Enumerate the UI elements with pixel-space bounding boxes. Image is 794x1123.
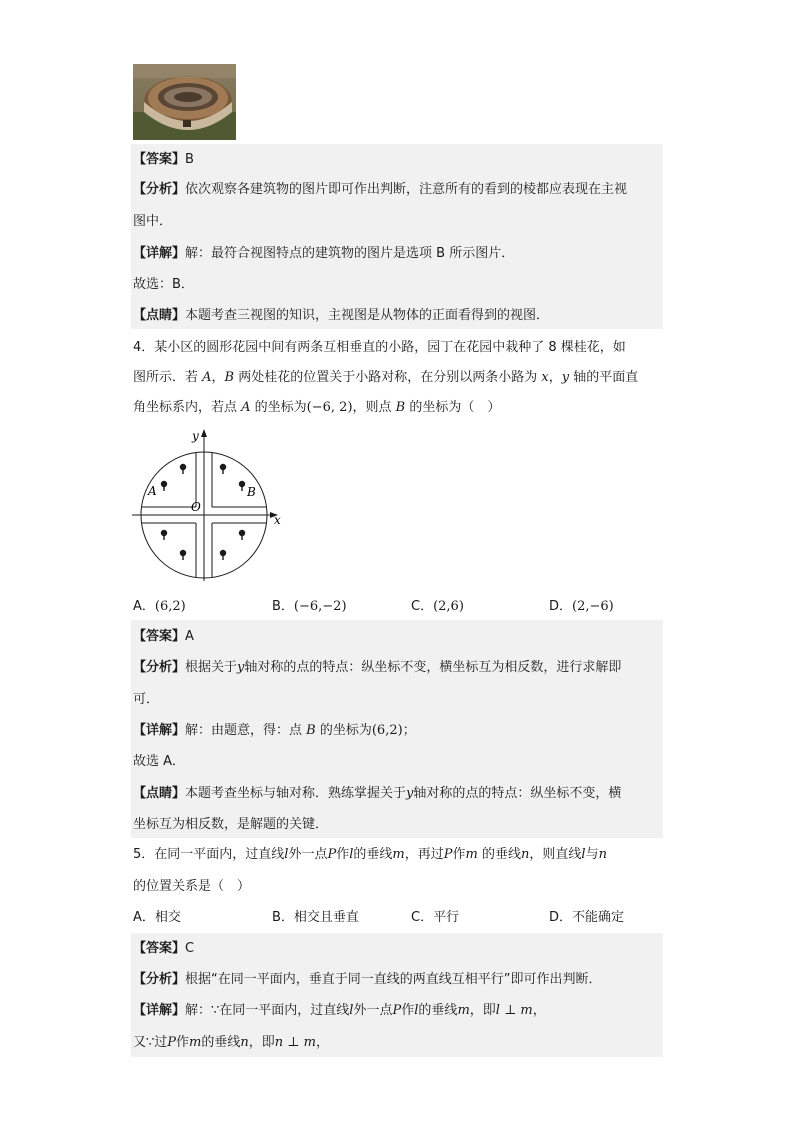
tree-icon — [180, 550, 186, 560]
q5-stem-line2: 的位置关系是（ ） — [133, 879, 251, 894]
tulou-building-photo — [133, 64, 236, 140]
q3-answer: 【答案】B — [133, 152, 194, 167]
q5-analysis: 【分析】根据“在同一平面内，垂直于同一直线的两直线互相平行”即可作出判断． — [133, 972, 602, 987]
q3-detail-conclusion: 故选：B． — [133, 277, 194, 292]
q4-detail: 【详解】解：由题意，得：点 B 的坐标为(6,2)； — [133, 723, 416, 738]
tree-icon — [180, 464, 186, 474]
q4-stem-line1: 4．某小区的圆形花园中间有两条互相垂直的小路，园丁在花园中栽种了 8 棵桂花，如 — [133, 340, 626, 355]
tree-icon — [220, 464, 226, 474]
q5-answer: 【答案】C — [133, 941, 195, 956]
q4-comment: 【点睛】本题考查坐标与轴对称．熟练掌握关于y轴对称的点的特点：纵坐标不变，横 — [133, 786, 622, 801]
q4-analysis-cont: 可． — [133, 692, 160, 707]
point-b-label: B — [247, 485, 256, 499]
tree-icon — [239, 481, 245, 491]
q4-analysis: 【分析】根据关于y轴对称的点的特点：纵坐标不变，横坐标互为相反数，进行求解即 — [133, 660, 622, 675]
q4-answer: 【答案】A — [133, 629, 194, 644]
point-a-label: A — [148, 484, 157, 498]
q3-analysis: 【分析】依次观察各建筑物的图片即可作出判断，注意所有的看到的棱都应表现在主视 — [133, 182, 628, 197]
q4-option-d: D．(2,−6) — [549, 599, 614, 614]
garden-coordinate-figure — [128, 427, 288, 587]
q5-detail-cont: 又∵过P作m的垂线n，即n ⊥ m， — [133, 1035, 329, 1050]
osmanthus-trees — [161, 464, 245, 560]
tree-icon — [220, 550, 226, 560]
q5-stem-line1: 5．在同一平面内，过直线l外一点P作l的垂线m，再过P作m 的垂线n，则直线l与n — [133, 847, 607, 862]
q4-option-b: B．(−6,−2) — [272, 599, 347, 614]
q5-option-a: A．相交 — [133, 910, 181, 925]
q3-comment: 【点睛】本题考查三视图的知识，主视图是从物体的正面看得到的视图． — [133, 308, 550, 323]
q3-analysis-cont: 图中． — [133, 214, 173, 229]
q5-detail: 【详解】解：∵在同一平面内，过直线l外一点P作l的垂线m，即l ⊥ m， — [133, 1003, 546, 1018]
q4-stem-line3: 角坐标系内，若点 A 的坐标为(−6, 2)，则点 B 的坐标为（ ） — [133, 400, 501, 415]
tree-icon — [161, 530, 167, 540]
tree-icon — [239, 530, 245, 540]
q4-stem-line2: 图所示．若 A，B 两处桂花的位置关于小路对称，在分别以两条小路为 x，y 轴的平面直 — [133, 370, 639, 385]
q4-option-a: A．(6,2) — [133, 599, 186, 614]
q4-detail-conclusion: 故选 A． — [133, 754, 186, 769]
q3-solution-block — [131, 144, 663, 329]
q5-option-d: D．不能确定 — [549, 910, 625, 925]
x-axis-label: x — [274, 513, 281, 527]
q5-option-c: C．平行 — [411, 910, 460, 925]
q4-comment-cont: 坐标互为相反数，是解题的关键． — [133, 817, 329, 832]
q3-detail: 【详解】解：最符合视图特点的建筑物的图片是选项 B 所示图片． — [133, 246, 515, 261]
tree-icon — [161, 481, 167, 491]
q5-option-b: B．相交且垂直 — [272, 910, 359, 925]
q4-option-c: C．(2,6) — [411, 599, 464, 614]
y-axis-label: y — [192, 429, 199, 443]
origin-label: O — [191, 500, 201, 514]
